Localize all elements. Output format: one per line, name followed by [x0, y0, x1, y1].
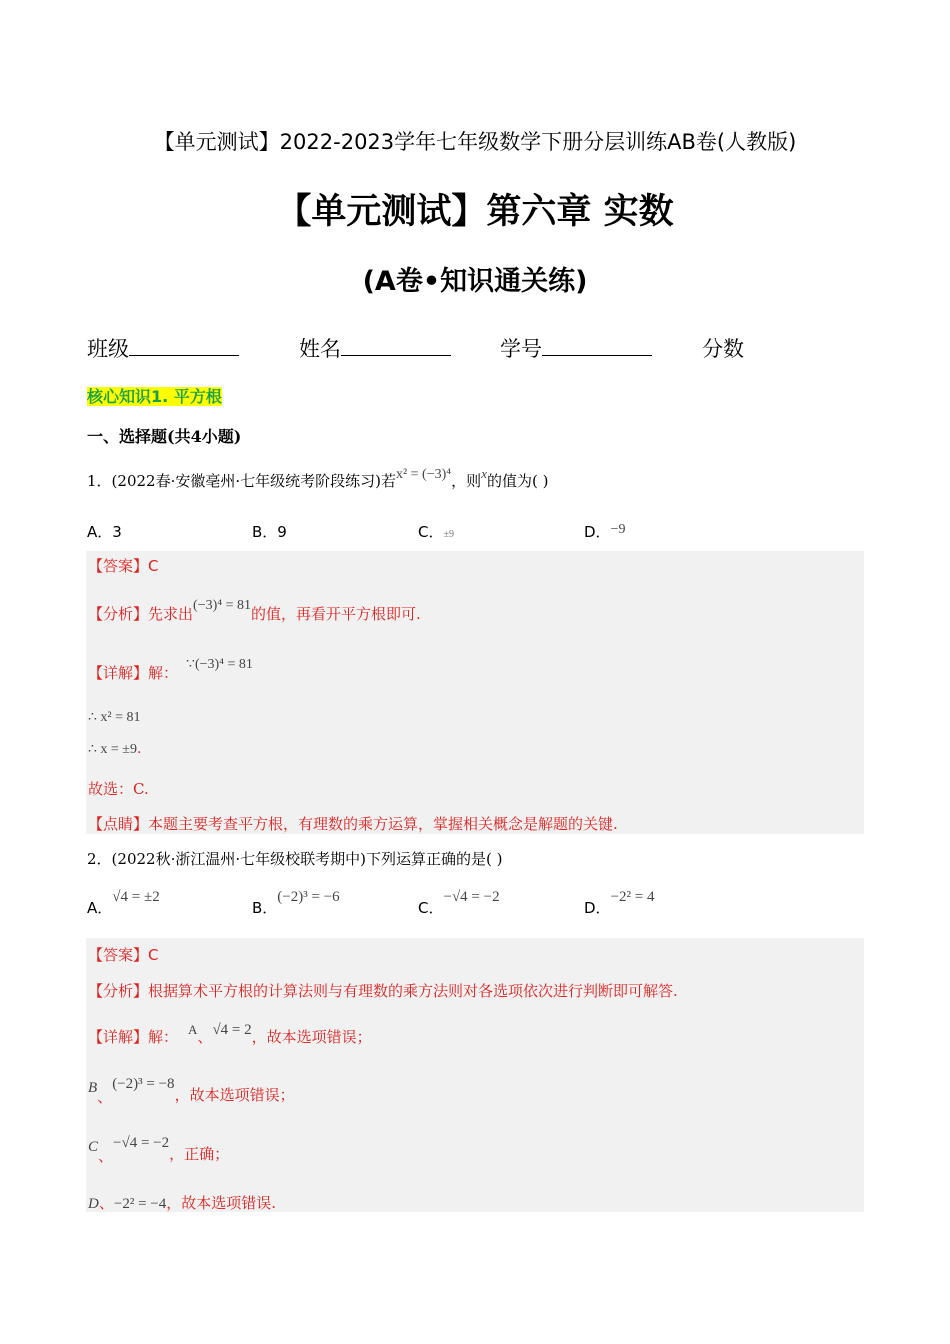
q2-line-b-label: B: [88, 1080, 98, 1096]
q2-line-d-sep: 、: [98, 1194, 114, 1212]
q1-detail-math-3: ∴ x = ±9: [88, 742, 137, 757]
q2-line-d-text: ，故本选项错误.: [166, 1194, 277, 1212]
q2-analysis-tag: 【分析】: [88, 982, 149, 1000]
q2-line-b-math: (−2)³ = −8: [112, 1076, 175, 1092]
q2-analysis-text: 根据算术平方根的计算法则与有理数的乘方法则对各选项依次进行判断即可解答.: [148, 982, 678, 1000]
q2-line-c-sep: 、: [98, 1147, 114, 1165]
q1-comment-text: 本题主要考查平方根，有理数的乘方运算，掌握相关概念是解题的关键.: [148, 815, 618, 833]
q2-line-d-math: −2² = −4: [113, 1196, 167, 1212]
q2-option-d: [584, 885, 655, 917]
student-id-field: [500, 333, 652, 363]
q2-line-a-math: √4 = 2: [212, 1022, 252, 1038]
q2-option-d-label: D．: [584, 899, 611, 917]
name-label: 姓名: [299, 337, 341, 361]
class-blank: [129, 337, 239, 356]
knowledge-point-label: 核心知识1. 平方根: [87, 387, 222, 406]
q1-prefix: 1．(2022春·安徽亳州·七年级统考阶段练习)若: [87, 472, 396, 490]
question-2-stem: 2．(2022秋·浙江温州·七年级校联考期中)下列运算正确的是( ): [87, 850, 503, 868]
score-label: 分数: [702, 337, 744, 361]
q1-var: x: [481, 466, 487, 481]
q2-detail-pre: 解：: [148, 1028, 179, 1046]
q1-option-d-label: D．: [584, 523, 611, 541]
q1-option-c-label: C．: [418, 523, 444, 541]
name-field: [299, 333, 451, 363]
q1-option-d-math: −9: [610, 522, 626, 537]
q2-line-d-label: D: [88, 1196, 99, 1212]
page-title: 【单元测试】第六章 实数: [276, 192, 674, 232]
q2-line-c-label: C: [88, 1139, 99, 1155]
q1-detail-math-2: ∴ x² = 81: [88, 710, 141, 725]
q1-analysis: [88, 598, 421, 624]
q1-condition-math: x² = (−3)⁴: [395, 467, 452, 482]
section-heading: 一、选择题(共4小题): [87, 427, 242, 446]
q1-answer: 【答案】C: [88, 557, 159, 575]
q2-option-a-label: A．: [87, 899, 113, 917]
student-id-label: 学号: [500, 337, 542, 361]
q1-analysis-tag: 【分析】: [88, 605, 149, 623]
q1-detail-math-1: ∵(−3)⁴ = 81: [186, 657, 253, 672]
q2-line-c-math: −√4 = −2: [113, 1135, 170, 1151]
q2-line-c-text: ，正确；: [169, 1145, 230, 1163]
page-subtitle: (A卷•知识通关练): [362, 266, 588, 297]
q2-line-b-sep: 、: [97, 1088, 113, 1106]
class-field: [87, 333, 239, 363]
q2-detail-c: [88, 1135, 230, 1165]
score-field: [702, 333, 744, 363]
name-blank: [341, 337, 451, 356]
q1-mid: ，则: [451, 472, 482, 490]
knowledge-point: [87, 384, 222, 407]
question-1-stem: [87, 466, 549, 491]
q2-option-a: [87, 885, 160, 917]
q2-detail-b: [88, 1076, 295, 1106]
q2-line-a-sep: 、: [197, 1028, 213, 1046]
q2-analysis: [88, 980, 678, 1001]
q1-analysis-post: 的值，再看开平方根即可.: [251, 605, 421, 623]
q1-detail: [88, 657, 253, 683]
q1-detail-line-3: [88, 741, 141, 758]
q2-answer: 【答案】C: [88, 946, 159, 964]
q1-option-c: [418, 521, 454, 542]
series-title: 【单元测试】2022-2023学年七年级数学下册分层训练AB卷(人教版): [153, 130, 797, 154]
q2-option-d-math: −2² = 4: [610, 889, 655, 905]
q2-option-c-label: C．: [418, 899, 444, 917]
q2-option-b: [252, 885, 340, 917]
class-label: 班级: [87, 337, 129, 361]
q2-line-a-label: A: [188, 1022, 198, 1037]
q1-solution-box: [86, 551, 864, 834]
q1-detail-tag: 【详解】: [88, 664, 149, 682]
q1-option-c-math: ±9: [443, 529, 454, 540]
q2-detail-tag: 【详解】: [88, 1028, 149, 1046]
q1-detail-end: .: [137, 741, 142, 757]
student-id-blank: [542, 337, 652, 356]
q2-line-a-text: ，故本选项错误；: [251, 1028, 372, 1046]
q2-option-a-math: √4 = ±2: [112, 889, 160, 905]
q1-suffix: 的值为( ): [486, 472, 549, 490]
q1-choice: 故选：C.: [88, 780, 149, 798]
q2-option-c: [418, 885, 500, 917]
q1-comment: [88, 813, 618, 834]
q2-detail-d: [88, 1192, 276, 1213]
q1-option-d: [584, 521, 625, 542]
q2-option-b-label: B．: [252, 899, 278, 917]
q1-analysis-pre: 先求出: [148, 605, 194, 623]
q1-comment-tag: 【点睛】: [88, 815, 149, 833]
q1-option-a: A．3: [87, 523, 122, 541]
q2-line-b-text: ，故本选项错误；: [174, 1086, 295, 1104]
q1-detail-pre: 解：: [148, 664, 179, 682]
q1-analysis-math: (−3)⁴ = 81: [193, 598, 252, 613]
q1-option-b: B．9: [252, 523, 287, 541]
q2-detail-a: [88, 1022, 372, 1047]
q2-option-b-math: (−2)³ = −6: [277, 889, 340, 905]
q2-option-c-math: −√4 = −2: [443, 889, 500, 905]
